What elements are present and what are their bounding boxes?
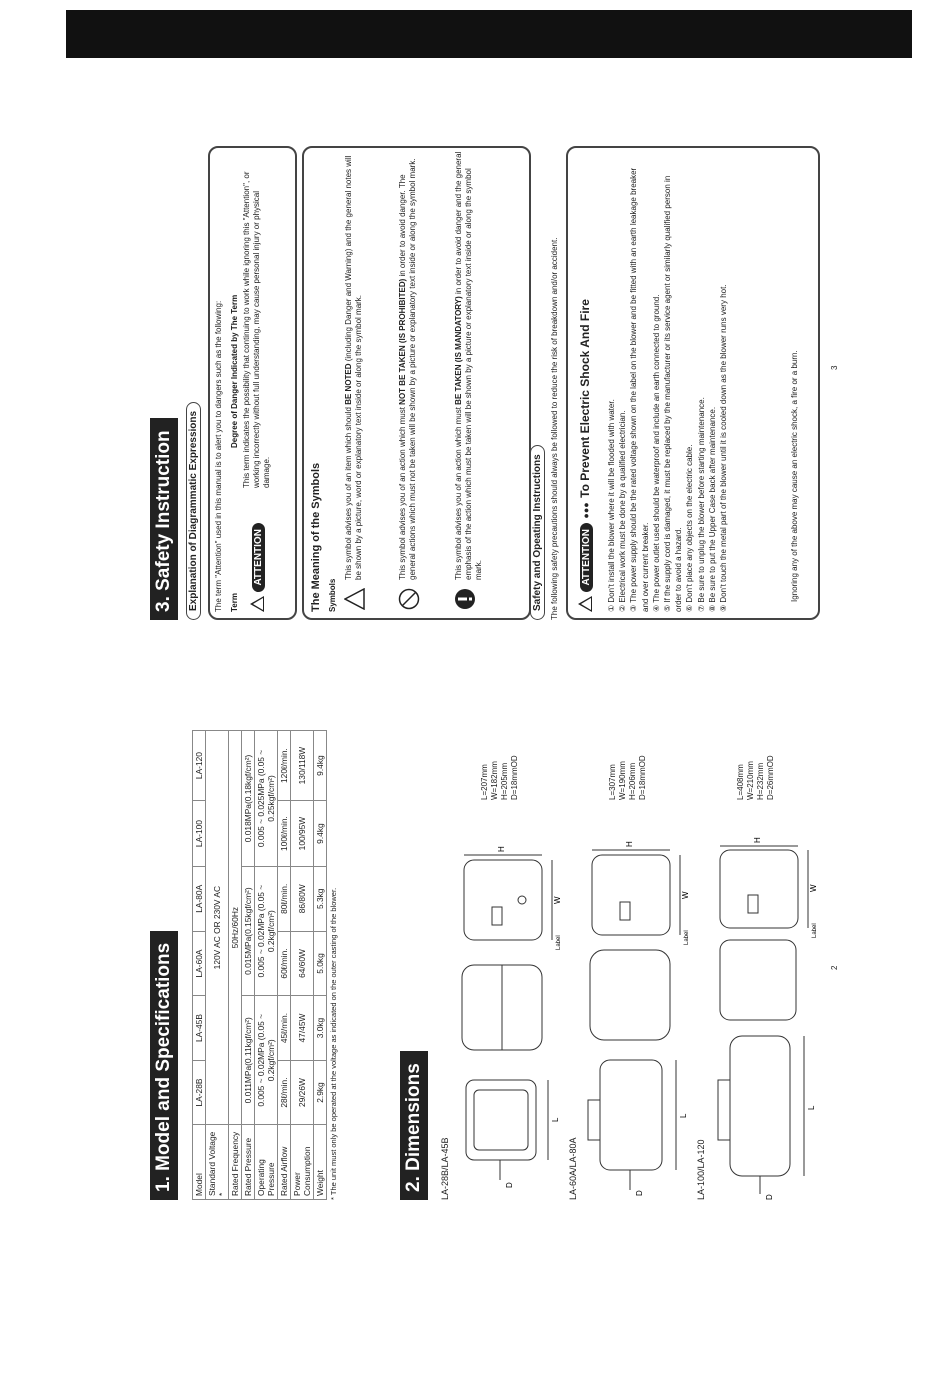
- table-cell: 120ℓ/min.: [278, 731, 291, 801]
- table-cell: LA-60A: [193, 931, 206, 996]
- dim-letter-h: H: [625, 841, 634, 847]
- table-cell: 0.005 ~ 0.02MPa (0.05 ~ 0.2kgf/cm²): [255, 996, 278, 1125]
- dim-value: W=190mm: [618, 761, 627, 800]
- header-bar: [66, 10, 912, 58]
- label-callout: Label: [812, 923, 818, 938]
- prohibited-icon: [398, 588, 420, 610]
- shock-box: [566, 146, 820, 620]
- symbols-box: [302, 146, 531, 620]
- table-cell: 29/26W: [291, 1060, 314, 1124]
- operating-intro: The following safety precautions should always be followed to reduce the risk of breakdown and/or accident.: [550, 237, 559, 620]
- dimension-row-1: [440, 730, 566, 1200]
- dimensions-section: [400, 730, 830, 1200]
- degree-label: Degree of Danger Indicated by The Term: [230, 294, 239, 448]
- dim-value: D=26mmOD: [766, 755, 775, 800]
- right-page: [150, 140, 799, 620]
- table-cell: 28ℓ/min.: [278, 1060, 291, 1124]
- attention-label: ATTENTION: [252, 523, 265, 591]
- list-item: ③ The power supply should be the rated voltage shown on the label on the blower and be fitted with an earth leakage breaker and over current breaker.: [629, 167, 650, 612]
- dim-letter-w: W: [553, 896, 562, 904]
- list-item: ② Electrical work must be done by a qualified electrician.: [618, 410, 628, 612]
- warning-triangle-icon: [578, 596, 592, 612]
- label-callout: Label: [556, 935, 562, 950]
- symbols-heading: The Meaning of the Symbols: [310, 462, 322, 612]
- dim-value: D=18mmOD: [510, 755, 519, 800]
- list-item: ① Don't install the blower where it will be flooded with water.: [607, 399, 616, 612]
- list-item: ⑤ If the supply cord is damaged, it must be replaced by the manufacturer or its service agent or similarly qualified person in order to avoid a hazard.: [663, 175, 684, 612]
- dim-letter-l: L: [551, 1117, 560, 1122]
- list-item: ④ The power outlet used should be waterproof and include an earth connected to ground.: [651, 294, 661, 612]
- closing-note: Ignoring any of the above may cause an electric shock, a fire or a burn.: [790, 350, 799, 602]
- table-cell: 3.0kg: [314, 996, 327, 1061]
- dim-letter-d: D: [635, 1190, 644, 1196]
- table-cell: Power Consumption: [291, 1125, 314, 1200]
- table-cell: LA-28B: [193, 1060, 206, 1124]
- table-cell: LA-120: [193, 731, 206, 801]
- text-span: This symbol advises you of an action which must: [454, 404, 463, 580]
- list-item: ⑨ Don't touch the metal part of the blower until it is cooled down as the blower runs very hot.: [719, 284, 729, 612]
- explanation-box: [208, 146, 297, 620]
- dim-value: W=210mm: [746, 761, 755, 800]
- dimension-model-name: LA-60A/LA-80A: [568, 1137, 578, 1200]
- dim-value: L=207mm: [480, 764, 489, 800]
- table-cell: Operating Pressure: [255, 1125, 278, 1200]
- table-cell: 2.9kg: [314, 1060, 327, 1124]
- label-callout: Label: [684, 930, 690, 945]
- symbol-mandatory-text: [454, 150, 484, 580]
- table-cell: 45ℓ/min.: [278, 996, 291, 1061]
- dim-value: L=408mm: [736, 764, 745, 800]
- text-span: This symbol advises you of an action which must: [398, 404, 407, 580]
- attention-description: This term indicates the possibility that continuing to work while ignoring this "Attention", or working incorrectly without full understanding, may cause personal injury or physical damage.: [242, 171, 271, 488]
- caution-triangle-icon: [344, 588, 366, 610]
- dim-value: D=18mmOD: [638, 755, 647, 800]
- left-page: [150, 730, 338, 1200]
- table-cell: 5.3kg: [314, 866, 327, 931]
- dim-letter-h: H: [753, 837, 762, 843]
- rotated-spread: [150, 140, 840, 1200]
- table-cell: 0.005 ~ 0.02MPa (0.05 ~ 0.2kgf/cm²): [255, 866, 278, 995]
- dim-letter-d: D: [505, 1182, 514, 1188]
- table-cell: 50Hz/60Hz: [229, 731, 242, 1125]
- table-cell: Rated Pressure: [242, 1125, 255, 1200]
- text-bold: BE NOTED: [344, 363, 353, 405]
- table-cell: 0.018MPa(0.18kgf/cm²): [242, 731, 255, 867]
- dim-value: W=182mm: [490, 761, 499, 800]
- list-item: ⑦ Be sure to unplug the blower before starting maintenance.: [696, 397, 706, 612]
- blower-drawing-medium: [580, 820, 690, 1200]
- table-cell: Standard Voltage *: [206, 1125, 229, 1200]
- spec-table: [192, 730, 327, 1200]
- dimension-row-2: [568, 730, 694, 1200]
- table-cell: Model: [193, 1125, 206, 1200]
- text-bold: NOT BE TAKEN (IS PROHIBITED): [398, 278, 407, 405]
- dim-letter-l: L: [807, 1105, 816, 1110]
- dimension-model-name: LA-100/LA-120: [696, 1139, 706, 1200]
- page-number-right: 3: [830, 365, 839, 370]
- shock-heading: To Prevent Electric Shock And Fire: [578, 299, 592, 498]
- dimension-model-name: LA-28B/LA-45B: [440, 1137, 450, 1200]
- blower-drawing-small: [452, 820, 562, 1200]
- explanation-intro: The term "Attention" used in this manual is to alert you to dangers such as the following:: [214, 300, 223, 612]
- dim-letter-d: D: [765, 1194, 774, 1200]
- list-item: ⑧ Be sure to put the Upper Case back after maintenance.: [707, 406, 717, 612]
- warning-triangle-icon: [250, 596, 264, 612]
- text-span: in order to avoid danger and the general emphasis of the action which must be taken will be shown by a picture or explanatory text inside or along the symbol mark.: [454, 151, 483, 580]
- mandatory-icon: [454, 588, 476, 610]
- dim-letter-h: H: [497, 846, 506, 852]
- table-row: [314, 731, 327, 1200]
- blower-drawing-large: [708, 820, 818, 1200]
- table-cell: Rated Airflow: [278, 1125, 291, 1200]
- dim-value: H=205mm: [500, 762, 509, 800]
- text-bold: BE TAKEN (IS MANDATORY): [454, 296, 463, 405]
- table-cell: 9.4kg: [314, 731, 327, 801]
- table-cell: 0.005 ~ 0.025MPa (0.05 ~ 0.25kgf/cm²): [255, 731, 278, 867]
- table-row: [242, 731, 255, 1200]
- dimension-row-3: [696, 730, 822, 1200]
- dim-letter-w: W: [809, 884, 818, 892]
- table-cell: LA-100: [193, 801, 206, 867]
- page-number-left: 2: [830, 965, 839, 970]
- table-cell: 5.0kg: [314, 931, 327, 996]
- explanation-heading: Explanation of Diagrammatic Expressions: [186, 402, 201, 620]
- term-label: Term: [230, 593, 239, 612]
- table-cell: 100ℓ/min.: [278, 801, 291, 867]
- attention-badge: [248, 523, 266, 612]
- symbol-prohibited-text: [398, 150, 418, 580]
- table-row: [229, 731, 242, 1200]
- table-cell: 86/80W: [291, 866, 314, 931]
- model-section-title: 1. Model and Specifications: [150, 931, 178, 1200]
- table-cell: Rated Frequency: [229, 1125, 242, 1200]
- dim-letter-w: W: [681, 891, 690, 899]
- dimensions-title: 2. Dimensions: [400, 1051, 428, 1200]
- shock-list: [606, 157, 729, 612]
- table-cell: 64/60W: [291, 931, 314, 996]
- table-row: [206, 731, 229, 1200]
- table-row: [291, 731, 314, 1200]
- symbol-noted-text: [344, 150, 364, 580]
- safety-section-title: 3. Safety Instruction: [150, 418, 178, 620]
- table-cell: 80ℓ/min.: [278, 866, 291, 931]
- table-row: [255, 731, 278, 1200]
- dim-value: H=206mm: [628, 762, 637, 800]
- text-span: (including Danger and Warning) and the general notes will be shown by a picture, word or explanatory text inside or along the symbol mark.: [344, 155, 363, 580]
- dim-value: H=232mm: [756, 762, 765, 800]
- list-item: ⑥ Don't place any objects on the electric cable.: [685, 444, 695, 612]
- table-cell: Weight: [314, 1125, 327, 1200]
- table-cell: 120V AC OR 230V AC: [206, 731, 229, 1125]
- table-cell: 9.4kg: [314, 801, 327, 867]
- dots: ●●●: [581, 502, 591, 519]
- table-cell: 100/95W: [291, 801, 314, 867]
- text-span: This symbol advises you of an item which should: [344, 404, 353, 580]
- dim-value: L=307mm: [608, 764, 617, 800]
- shock-heading-row: [576, 299, 594, 612]
- table-cell: 47/45W: [291, 996, 314, 1061]
- table-cell: LA-45B: [193, 996, 206, 1061]
- table-cell: 0.011MPa(0.11kgf/cm²): [242, 996, 255, 1125]
- dimension-values: [736, 755, 776, 800]
- text-span: in order to avoid danger. The general actions which must not be taken will be shown by a picture or explanatory text inside or along the symbol mark.: [398, 158, 417, 580]
- attention-label: ATTENTION: [580, 523, 593, 591]
- symbols-label: Symbols: [328, 578, 337, 612]
- dim-letter-l: L: [679, 1113, 688, 1118]
- table-cell: LA-80A: [193, 866, 206, 931]
- table-cell: 60ℓ/min.: [278, 931, 291, 996]
- dimension-values: [480, 755, 520, 800]
- spec-footnote: * The unit must only be operated at the voltage as indicated on the outer casting of the blower.: [329, 887, 338, 1200]
- dimension-values: [608, 755, 648, 800]
- table-cell: 130/118W: [291, 731, 314, 801]
- operating-heading: Safety and Opeating Instructions: [530, 445, 545, 620]
- table-row: [193, 731, 206, 1200]
- table-row: [278, 731, 291, 1200]
- table-cell: 0.015MPa(0.15kgf/cm²): [242, 866, 255, 995]
